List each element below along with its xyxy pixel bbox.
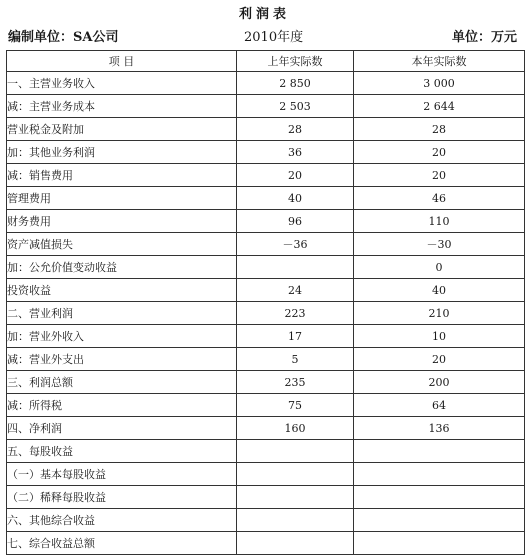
prior-value — [237, 509, 354, 532]
table-row — [7, 256, 525, 279]
prior-value: 96 — [237, 210, 354, 233]
prior-value: 75 — [237, 394, 354, 417]
prior-value — [237, 256, 354, 279]
current-value — [354, 463, 525, 486]
prior-value — [237, 440, 354, 463]
document-title: 利润表 — [238, 7, 290, 22]
current-value: 20 — [354, 348, 525, 371]
table-row — [7, 394, 525, 417]
table-row — [7, 463, 525, 486]
table-row — [7, 210, 525, 233]
current-value: 10 — [354, 325, 525, 348]
current-value: 40 — [354, 279, 525, 302]
row-label: 四、净利润 — [7, 417, 237, 440]
row-label: 六、其他综合收益 — [7, 509, 237, 532]
prior-value: 40 — [237, 187, 354, 210]
currency-unit: 单位：万元 — [451, 30, 517, 45]
table-row — [7, 486, 525, 509]
row-label: 加：其他业务利润 — [7, 141, 237, 164]
current-value: 200 — [354, 371, 525, 394]
table-row — [7, 509, 525, 532]
table-row — [7, 279, 525, 302]
prior-value: －36 — [237, 233, 354, 256]
row-label: 财务费用 — [7, 210, 237, 233]
table-row — [7, 348, 525, 371]
fiscal-year: 2010年度 — [244, 30, 304, 45]
current-value — [354, 486, 525, 509]
row-label: 投资收益 — [7, 279, 237, 302]
current-value — [354, 509, 525, 532]
header-item: 项 目 — [7, 51, 237, 72]
current-value: 28 — [354, 118, 525, 141]
row-label: 资产减值损失 — [7, 233, 237, 256]
prior-value: 17 — [237, 325, 354, 348]
row-label: 加：营业外收入 — [7, 325, 237, 348]
current-value — [354, 532, 525, 555]
table-row — [7, 72, 525, 95]
table-row — [7, 118, 525, 141]
current-value: 20 — [354, 164, 525, 187]
table-row — [7, 95, 525, 118]
current-value: 136 — [354, 417, 525, 440]
row-label: 五、每股收益 — [7, 440, 237, 463]
table-row — [7, 302, 525, 325]
prior-value: 2 503 — [237, 95, 354, 118]
table-row — [7, 141, 525, 164]
header-prior-year: 上年实际数 — [237, 51, 354, 72]
table-row — [7, 325, 525, 348]
table-row — [7, 187, 525, 210]
prior-value: 235 — [237, 371, 354, 394]
header-current-year: 本年实际数 — [354, 51, 525, 72]
current-value: －30 — [354, 233, 525, 256]
table-header-row — [7, 51, 525, 72]
current-value: 64 — [354, 394, 525, 417]
prior-value — [237, 463, 354, 486]
row-label: 加：公允价值变动收益 — [7, 256, 237, 279]
prior-value: 223 — [237, 302, 354, 325]
row-label: 二、营业利润 — [7, 302, 237, 325]
table-row — [7, 371, 525, 394]
current-value: 20 — [354, 141, 525, 164]
current-value: 2 644 — [354, 95, 525, 118]
statement-meta — [6, 26, 523, 46]
current-value: 46 — [354, 187, 525, 210]
prior-value: 36 — [237, 141, 354, 164]
prior-value — [237, 532, 354, 555]
row-label: 一、主营业务收入 — [7, 72, 237, 95]
row-label: 减：主营业务成本 — [7, 95, 237, 118]
table-row — [7, 233, 525, 256]
row-label: （二）稀释每股收益 — [7, 486, 237, 509]
row-label: 减：所得税 — [7, 394, 237, 417]
current-value: 110 — [354, 210, 525, 233]
row-label: 减：营业外支出 — [7, 348, 237, 371]
row-label: 减：销售费用 — [7, 164, 237, 187]
prior-value: 24 — [237, 279, 354, 302]
row-label: 管理费用 — [7, 187, 237, 210]
income-statement-table — [6, 50, 525, 555]
current-value — [354, 440, 525, 463]
prior-value: 20 — [237, 164, 354, 187]
reporting-entity: 编制单位：SA公司 — [8, 30, 119, 45]
table-row — [7, 164, 525, 187]
table-row — [7, 532, 525, 555]
current-value: 210 — [354, 302, 525, 325]
row-label: 营业税金及附加 — [7, 118, 237, 141]
table-row — [7, 417, 525, 440]
prior-value: 28 — [237, 118, 354, 141]
current-value: 3 000 — [354, 72, 525, 95]
table-row — [7, 440, 525, 463]
prior-value — [237, 486, 354, 509]
prior-value: 2 850 — [237, 72, 354, 95]
row-label: 七、综合收益总额 — [7, 532, 237, 555]
prior-value: 160 — [237, 417, 354, 440]
prior-value: 5 — [237, 348, 354, 371]
row-label: （一）基本每股收益 — [7, 463, 237, 486]
current-value: 0 — [354, 256, 525, 279]
row-label: 三、利润总额 — [7, 371, 237, 394]
